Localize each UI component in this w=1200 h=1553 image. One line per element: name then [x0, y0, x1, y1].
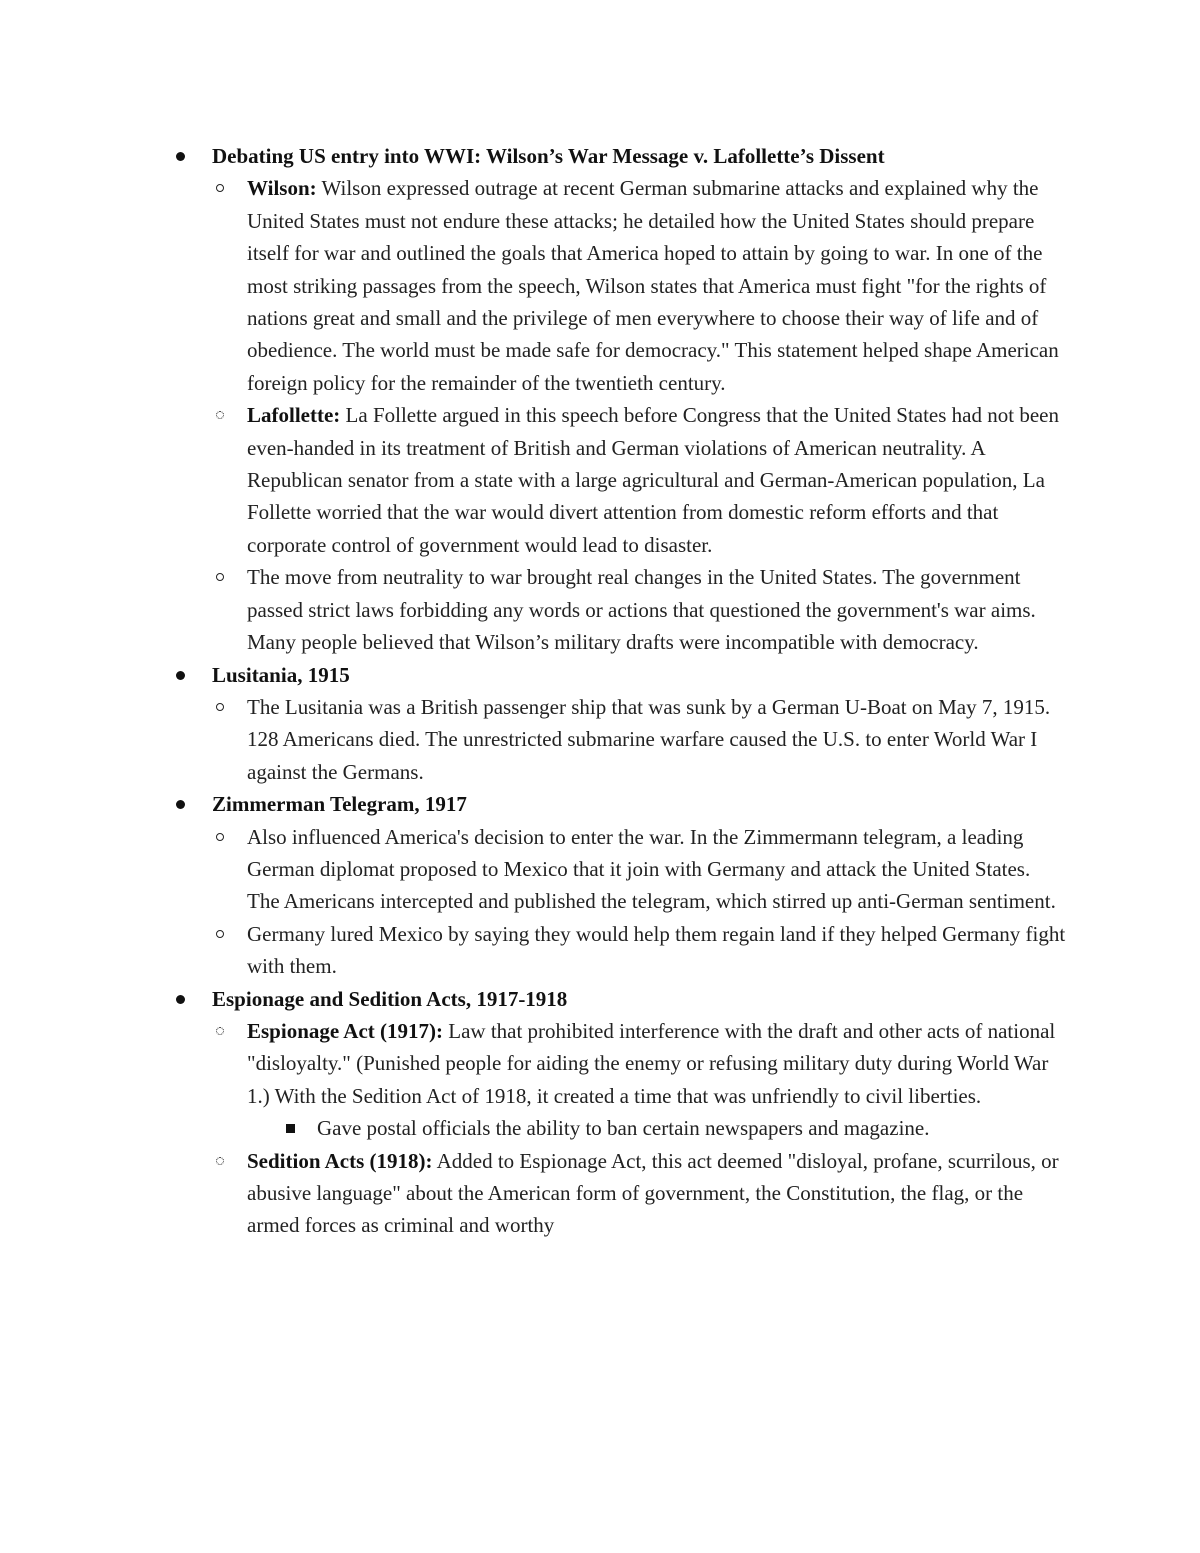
item-text: Germany lured Mexico by saying they would help them regain land if they helped Germany fight with them. — [247, 921, 1066, 979]
section-heading: Espionage and Sedition Acts, 1917-1918 — [212, 986, 568, 1011]
item-lead: Lafollette: — [247, 403, 341, 428]
list-item-zimmerman-influence — [176, 821, 1066, 918]
section-zimmerman-telegram — [176, 788, 1066, 820]
hollow-circle-bullet-icon — [216, 833, 224, 841]
section-heading: Zimmerman Telegram, 1917 — [212, 792, 467, 817]
list-item-sedition-acts — [176, 1145, 1066, 1242]
section-heading: Debating US entry into WWI: Wilson’s War Message v. Lafollette’s Dissent — [212, 144, 885, 168]
section-wwi-entry-debate — [176, 140, 1066, 172]
filled-circle-bullet-icon — [176, 152, 185, 161]
list-item-espionage-act — [176, 1015, 1066, 1112]
item-lead: Sedition Acts (1918): — [247, 1148, 433, 1173]
item-text: The Lusitania was a British passenger ship that was sunk by a German U-Boat on May 7, 1915. 128 Americans died. The unrestricted submarine warfare caused the U.S. to enter World War I against the Germans. — [247, 694, 1051, 784]
dotted-circle-bullet-icon — [216, 1027, 224, 1035]
section-espionage-sedition — [176, 983, 1066, 1015]
item-text: La Follette argued in this speech before Congress that the United States had not been even-handed in its treatment of British and German violations of American neutrality. A Republican senator from a state with a large agricultural and German-American population, La Follette worried that the war would divert attention from domestic reform efforts and that corporate control of government would lead to disaster. — [247, 403, 1059, 557]
hollow-circle-bullet-icon — [216, 703, 224, 711]
item-text: The move from neutrality to war brought real changes in the United States. The government passed strict laws forbidding any words or actions that questioned the government's war aims. Many people believed that Wilson’s military drafts were incompatible with democracy. — [247, 565, 1036, 655]
hollow-circle-bullet-icon — [216, 573, 224, 581]
section-lusitania — [176, 659, 1066, 691]
sub-item-postal-officials — [176, 1112, 1066, 1144]
item-text: Wilson expressed outrage at recent German submarine attacks and explained why the United States must not endure these attacks; he detailed how the United States should prepare itself for war and outlined the goals that America hoped to attain by going to war. In one of the most striking passages from the speech, Wilson states that America must fight "for the rights of nations great and small and the privilege of men everywhere to choose their way of life and of obedience. The world must be made safe for democracy." This statement helped shape American foreign policy for the remainder of the twentieth century. — [247, 176, 1059, 395]
notes-content — [176, 140, 1066, 1242]
list-item-neutrality-changes — [176, 561, 1066, 658]
filled-circle-bullet-icon — [176, 800, 185, 809]
dotted-circle-bullet-icon — [216, 411, 224, 419]
list-item-wilson — [176, 172, 1066, 399]
item-text: Gave postal officials the ability to ban certain newspapers and magazine. — [317, 1116, 930, 1141]
item-text: Added to Espionage Act, this act deemed "disloyal, profane, scurrilous, or abusive language" about the American form of government, the Constitution, the flag, or the armed forces as criminal and worthy — [247, 1148, 1059, 1238]
list-item-zimmerman-mexico — [176, 918, 1066, 983]
square-bullet-icon — [286, 1124, 295, 1133]
item-lead: Wilson: — [247, 176, 317, 201]
list-item-lusitania — [176, 691, 1066, 788]
section-heading: Lusitania, 1915 — [212, 662, 350, 687]
filled-circle-bullet-icon — [176, 995, 185, 1004]
filled-circle-bullet-icon — [176, 671, 185, 680]
hollow-circle-bullet-icon — [216, 930, 224, 938]
item-text: Also influenced America's decision to enter the war. In the Zimmermann telegram, a leading German diplomat proposed to Mexico that it join with Germany and attack the United States. The Americans intercepted and published the telegram, which stirred up anti-German sentiment. — [247, 824, 1056, 914]
item-lead: Espionage Act (1917): — [247, 1018, 443, 1043]
dotted-circle-bullet-icon — [216, 1157, 224, 1165]
list-item-lafollette — [176, 399, 1066, 561]
hollow-circle-bullet-icon — [216, 184, 224, 192]
item-text: Law that prohibited interference with the draft and other acts of national "disloyalty." (Punished people for aiding the enemy or refusing military duty during World War 1.) With the Sedition Act of 1918, it created a time that was unfriendly to civil liberties. — [247, 1018, 1056, 1108]
